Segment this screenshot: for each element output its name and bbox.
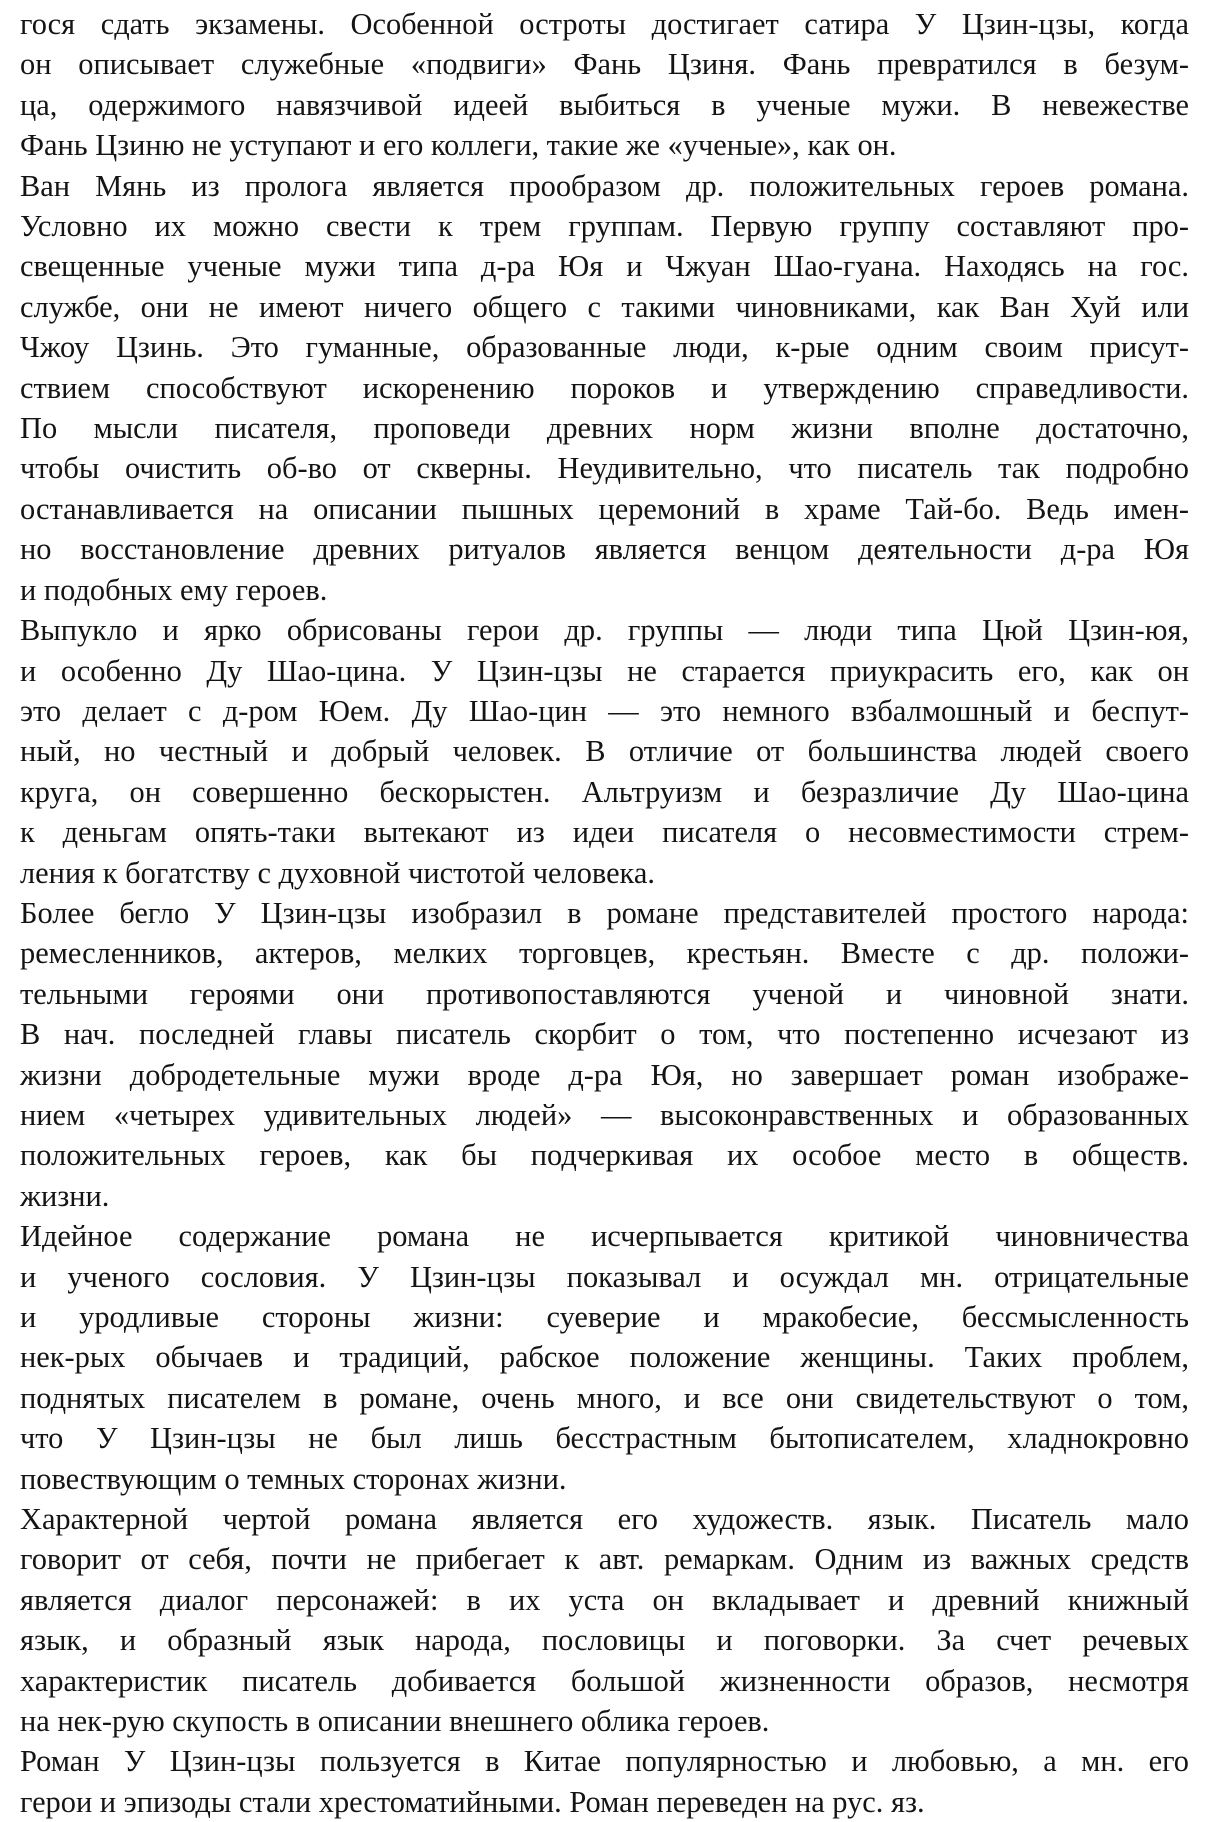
text-line: является диалог персонажей: в их уста он вкладывает и древний книжный (20, 1582, 1189, 1617)
text-line: жизни добродетельные мужи вроде д-ра Юя, но завершает роман изображе- (20, 1057, 1189, 1092)
text-line: жизни. (20, 1178, 110, 1213)
paragraph (20, 1499, 1189, 1741)
text-line: ный, но честный и добрый человек. В отличие от большинства людей своего (20, 734, 1189, 769)
article-body (20, 4, 1189, 1822)
paragraph (20, 610, 1189, 893)
text-line: Фань Цзиню не уступают и его коллеги, такие же «ученые», как он. (20, 128, 897, 163)
paragraph (20, 166, 1189, 610)
text-line: поднятых писателем в романе, очень много, и все они свидетельствуют о том, (20, 1380, 1189, 1415)
text-line: Характерной чертой романа является его художеств. язык. Писатель мало (20, 1502, 1189, 1537)
text-line: ца, одержимого навязчивой идеей выбиться в ученые мужи. В невежестве (20, 87, 1189, 122)
text-line: нек-рых обычаев и традиций, рабское положение женщины. Таких проблем, (20, 1340, 1189, 1375)
text-line: и ученого сословия. У Цзин-цзы показывал и осуждал мн. отрицательные (20, 1259, 1189, 1294)
text-line: По мысли писателя, проповеди древних норм жизни вполне достаточно, (20, 411, 1189, 446)
text-line: Выпукло и ярко обрисованы герои др. группы — люди типа Цюй Цзин-юя, (20, 613, 1189, 648)
text-line: он описывает служебные «подвиги» Фань Цзиня. Фань превратился в безум- (20, 47, 1189, 82)
text-line: характеристик писатель добивается большой жизненности образов, несмотря (20, 1663, 1189, 1698)
paragraph (20, 1216, 1189, 1499)
text-line: гося сдать экзамены. Особенной остроты достигает сатира У Цзин-цзы, когда (20, 7, 1189, 41)
text-line: и подобных ему героев. (20, 572, 328, 607)
paragraph (20, 4, 1189, 166)
text-line: чтобы очистить об-во от скверны. Неудивительно, что писатель так подробно (20, 451, 1189, 486)
text-line: Идейное содержание романа не исчерпывается критикой чиновничества (20, 1219, 1189, 1254)
text-line: ремесленников, актеров, мелких торговцев, крестьян. Вместе с др. положи- (20, 936, 1189, 971)
text-line: и особенно Ду Шао-цина. У Цзин-цзы не старается приукрасить его, как он (20, 653, 1189, 688)
text-line: на нек-рую скупость в описании внешнего облика героев. (20, 1704, 770, 1739)
text-line: герои и эпизоды стали хрестоматийными. Роман переведен на рус. яз. (20, 1784, 925, 1819)
text-line: ствием способствуют искоренению пороков и утверждению справедливости. (20, 370, 1189, 405)
text-line: к деньгам опять-таки вытекают из идеи писателя о несовместимости стрем- (20, 815, 1189, 850)
text-line: что У Цзин-цзы не был лишь бесстрастным бытописателем, хладнокровно (20, 1421, 1189, 1456)
text-line: положительных героев, как бы подчеркивая их особое место в обществ. (20, 1138, 1189, 1173)
text-line: круга, он совершенно бескорыстен. Альтруизм и безразличие Ду Шао-цина (20, 774, 1189, 809)
text-line: В нач. последней главы писатель скорбит о том, что постепенно исчезают из (20, 1017, 1189, 1052)
text-line: Чжоу Цзинь. Это гуманные, образованные люди, к-рые одним своим присут- (20, 330, 1189, 365)
text-line: службе, они не имеют ничего общего с такими чиновниками, как Ван Хуй или (20, 289, 1189, 324)
paragraph (20, 893, 1189, 1216)
text-line: нием «четырех удивительных людей» — высоконравственных и образованных (20, 1097, 1189, 1132)
text-line: Более бегло У Цзин-цзы изобразил в романе представителей простого народа: (20, 895, 1189, 930)
text-line: говорит от себя, почти не прибегает к авт. ремаркам. Одним из важных средств (20, 1542, 1189, 1577)
text-line: Роман У Цзин-цзы пользуется в Китае популярностью и любовью, а мн. его (20, 1744, 1189, 1779)
text-line: это делает с д-ром Юем. Ду Шао-цин — это немного взбалмошный и беспут- (20, 693, 1189, 728)
text-line: повествующим о темных сторонах жизни. (20, 1461, 567, 1496)
paragraph (20, 1741, 1189, 1822)
text-line: тельными героями они противопоставляются ученой и чиновной знати. (20, 976, 1189, 1011)
text-line: ления к богатству с духовной чистотой человека. (20, 855, 655, 890)
text-line: Ван Мянь из пролога является прообразом др. положительных героев романа. (20, 168, 1189, 203)
text-line: свещенные ученые мужи типа д-ра Юя и Чжуан Шао-гуана. Находясь на гос. (20, 249, 1189, 284)
text-line: Условно их можно свести к трем группам. Первую группу составляют про- (20, 209, 1189, 244)
text-line: язык, и образный язык народа, пословицы и поговорки. За счет речевых (20, 1623, 1189, 1658)
text-line: останавливается на описании пышных церемоний в храме Тай-бо. Ведь имен- (20, 491, 1189, 526)
text-line: и уродливые стороны жизни: суеверие и мракобесие, бессмысленность (20, 1300, 1189, 1334)
text-line: но восстановление древних ритуалов является венцом деятельности д-ра Юя (20, 532, 1189, 567)
